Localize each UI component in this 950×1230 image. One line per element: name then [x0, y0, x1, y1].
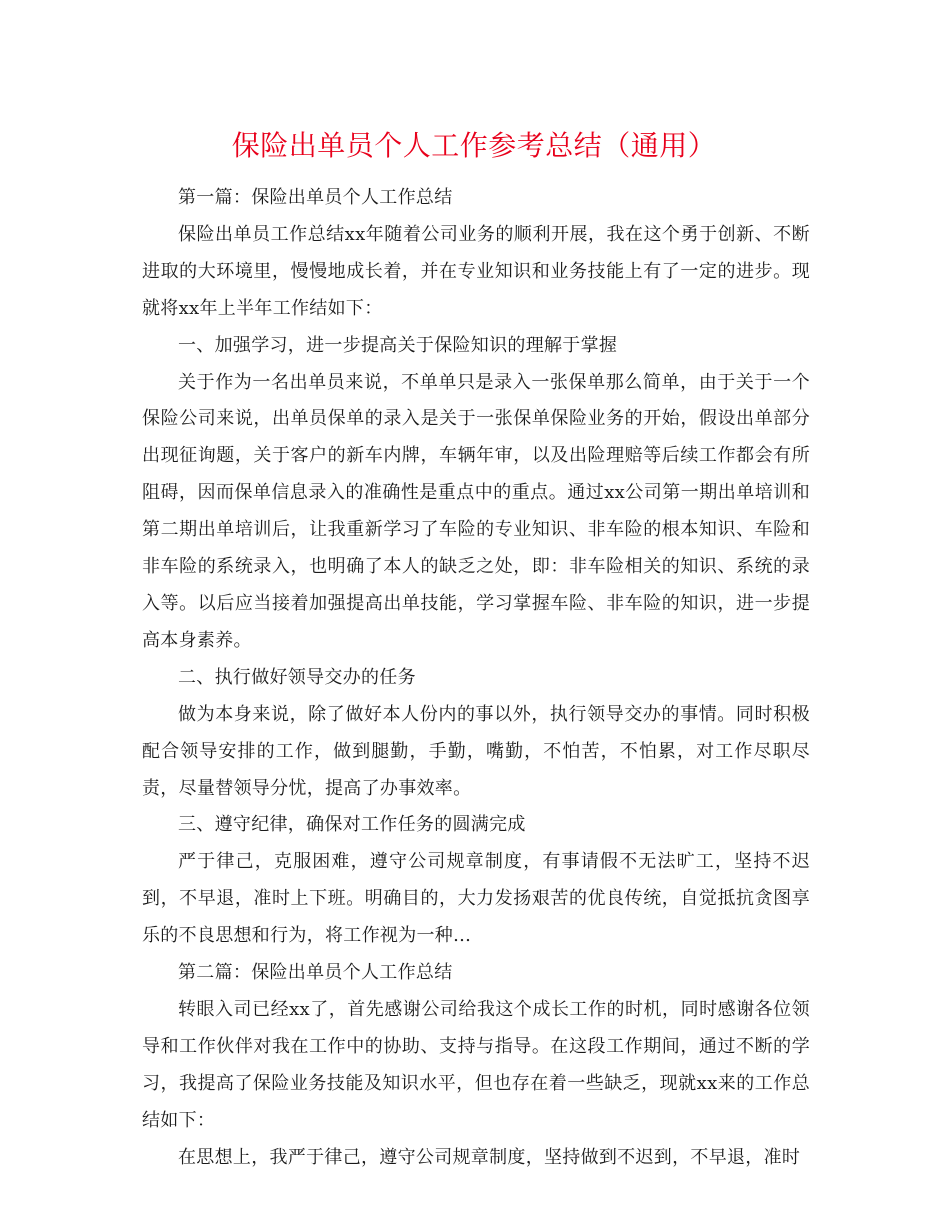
- body-paragraph: 在思想上，我严于律己，遵守公司规章制度，坚持做到不迟到，不早退，准时: [178, 1146, 801, 1168]
- section-heading-part-two: 第二篇：保险出单员个人工作总结: [178, 962, 453, 984]
- section-heading-tasks: 二、执行做好领导交办的任务: [178, 666, 416, 688]
- document-title: 保险出单员个人工作参考总结（通用）: [231, 129, 717, 162]
- body-paragraph: 做为本身来说，除了做好本人份内的事以外，执行领导交办的事情。同时积极配合领导安排的工作，做到腿勤，手勤，嘴勤，不怕苦，不怕累，对工作尽职尽责，尽量替领导分忧，提高了办事效率。: [142, 703, 810, 799]
- section-heading-discipline: 三、遵守纪律，确保对工作任务的圆满完成: [178, 814, 526, 836]
- body-paragraph: 保险出单员工作总结xx年随着公司业务的顺利开展，我在这个勇于创新、不断进取的大环境里，慢慢地成长着，并在专业知识和业务技能上有了一定的进步。现就将xx年上半年工作结如下：: [142, 223, 810, 319]
- document-page: [142, 118, 810, 1176]
- body-paragraph: 关于作为一名出单员来说，不单单只是录入一张保单那么简单，由于关于一个保险公司来说，出单员保单的录入是关于一张保单保险业务的开始，假设出单部分出现征询题，关于客户的新车内牌，车辆年审，以及出险理赔等后续工作都会有所阻碍，因而保单信息录入的准确性是重点中的重点。通过xx公司第一期出单培训和第二期出单培训后，让我重新学习了车险的专业知识、非车险的根本知识、车险和非车险的系统录入，也明确了本人的缺乏之处，即：非车险相关的知识、系统的录入等。以后应当接着加强提高出单技能，学习掌握车险、非车险的知识，进一步提高本身素养。: [142, 371, 810, 651]
- body-paragraph: 严于律己，克服困难，遵守公司规章制度，有事请假不无法旷工，坚持不迟到，不早退，准时上下班。明确目的，大力发扬艰苦的优良传统，自觉抵抗贪图享乐的不良思想和行为，将工作视为一种...: [142, 851, 810, 947]
- body-paragraph: 转眼入司已经xx了，首先感谢公司给我这个成长工作的时机，同时感谢各位领导和工作伙伴对我在工作中的协助、支持与指导。在这段工作期间，通过不断的学习，我提高了保险业务技能及知识水平，但也存在着一些缺乏，现就xx来的工作总结如下：: [142, 998, 810, 1131]
- section-heading-part-one: 第一篇：保险出单员个人工作总结: [178, 187, 453, 208]
- section-heading-study: 一、加强学习，进一步提高关于保险知识的理解于掌握: [178, 334, 618, 356]
